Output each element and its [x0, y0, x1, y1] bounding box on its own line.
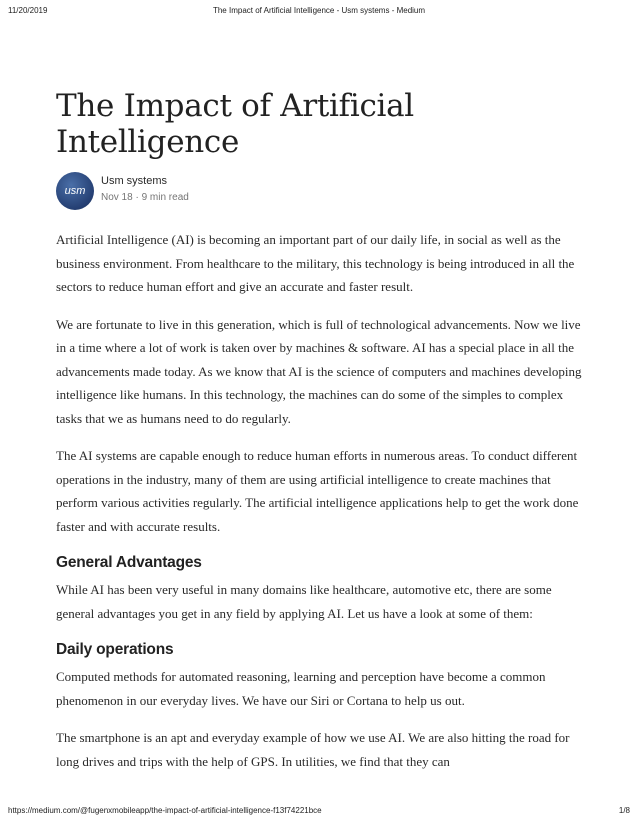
avatar[interactable] — [56, 172, 94, 210]
byline — [56, 170, 591, 218]
page-number: 1/8 — [618, 806, 630, 815]
post-meta: Nov 18 · 9 min read — [101, 192, 189, 203]
author-name[interactable]: Usm systems — [101, 175, 167, 187]
print-footer — [8, 806, 630, 818]
print-page-title: The Impact of Artificial Intelligence - Usm systems - Medium — [212, 6, 426, 15]
section-heading-general-advantages: General Advantages — [56, 554, 202, 571]
paragraph: The smartphone is an apt and everyday example of how we use AI. We are also hitting the road for long drives and trips with the help of GPS. In utilities, we find that they can — [56, 730, 570, 769]
article-title: The Impact of Artificial Intelligence — [56, 88, 414, 160]
paragraph: Computed methods for automated reasoning, learning and perception have become a common phenomenon in our everyday lives. We have our Siri or Cortana to help us out. — [56, 669, 546, 708]
print-header — [8, 6, 630, 18]
section-heading-daily-operations: Daily operations — [56, 641, 174, 658]
paragraph: The AI systems are capable enough to reduce human efforts in numerous areas. To conduct different operations in the industry, many of them are using artificial intelligence to create machines that perform various activities regularly. The artificial intelligence applications help to get the work done faster and with accurate results. — [56, 448, 579, 534]
paragraph: While AI has been very useful in many domains like healthcare, automotive etc, there are some general advantages you get in any field by applying AI. Let us have a look at some of them: — [56, 582, 552, 621]
paragraph: We are fortunate to live in this generation, which is full of technological advancements. Now we live in a time where a lot of work is taken over by machines & software. AI has a special place in all the advancements made today. As we know that AI is the science of computers and machines developing intelligence like humans. In this technology, the machines can do some of the simples to complex tasks that we as humans need to do regularly. — [56, 316, 582, 426]
paragraph: Artificial Intelligence (AI) is becoming an important part of our daily life, in social as well as the business environment. From healthcare to the military, this technology is being introduced in all the sectors to reduce human effort and give an accurate and faster result. — [56, 232, 575, 294]
avatar-logo-text: usm — [64, 185, 86, 197]
article — [56, 88, 591, 787]
print-date: 11/20/2019 — [8, 6, 48, 15]
print-url: https://medium.com/@fugenxmobileapp/the-impact-of-artificial-intelligence-f13f74221bce — [8, 806, 322, 815]
